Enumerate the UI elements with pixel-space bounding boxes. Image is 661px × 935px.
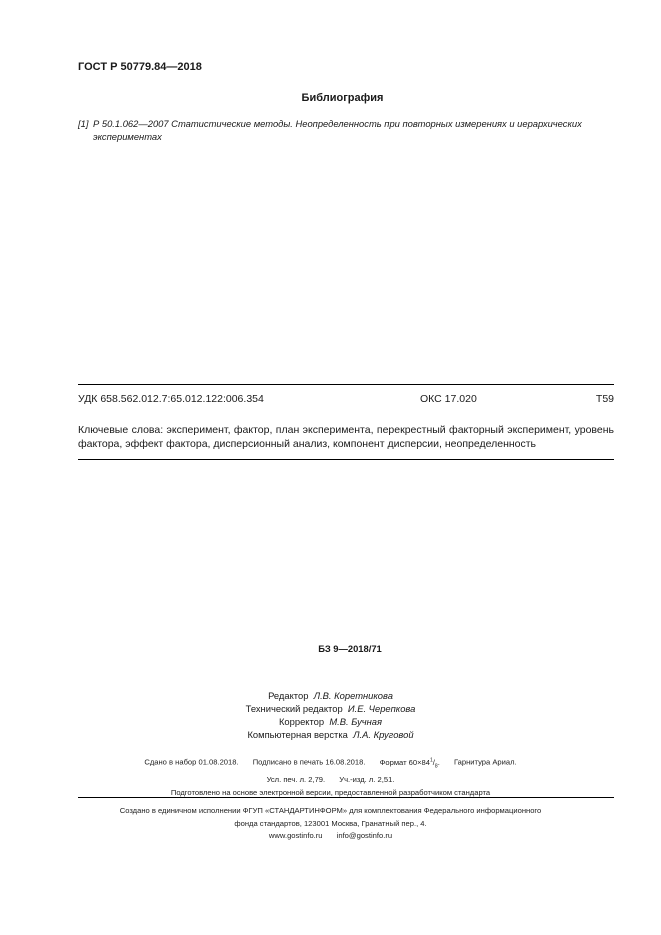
publisher-email-link[interactable]: info@gostinfo.ru bbox=[336, 831, 393, 840]
staff-list bbox=[0, 689, 661, 741]
staff-name: М.В. Бучная bbox=[329, 716, 383, 727]
staff-name: Л.А. Круговой bbox=[353, 729, 414, 740]
udk-code: УДК 658.562.012.7:65.012.122:006.354 bbox=[78, 393, 264, 405]
bibliography-entry-number: [1] bbox=[78, 118, 89, 129]
staff-line-layout bbox=[0, 728, 661, 741]
classification-row bbox=[78, 393, 614, 409]
staff-role: Компьютерная верстка bbox=[247, 729, 348, 740]
publishing-sheets: Уч.-изд. л. 2,51. bbox=[339, 775, 395, 785]
print-sheets: Усл. печ. л. 2,79. bbox=[266, 775, 326, 785]
staff-role: Технический редактор bbox=[245, 703, 343, 714]
divider-keywords bbox=[78, 459, 614, 460]
staff-line-tech-editor bbox=[0, 702, 661, 715]
publisher-contacts bbox=[0, 830, 661, 843]
staff-role: Редактор bbox=[268, 690, 309, 701]
divider-top bbox=[78, 384, 614, 385]
staff-line-editor bbox=[0, 689, 661, 702]
keywords: Ключевые слова: эксперимент, фактор, план эксперимента, перекрестный факторный эксперимент, уровень фактора, эффект фактора, дисперсионный анализ, компонент дисперсии, неопределенность bbox=[78, 424, 614, 450]
staff-line-corrector bbox=[0, 715, 661, 728]
publisher-line-1: Создано в единичном исполнении ФГУП «СТАНДАРТИНФОРМ» для комплектования Федерального информационного bbox=[119, 806, 542, 815]
typeface: Гарнитура Ариал. bbox=[453, 757, 517, 767]
bibliography-entry-text: Р 50.1.062—2007 Статистические методы. Неопределенность при повторных измерениях и иерархических экспериментах bbox=[93, 118, 582, 142]
publisher-website-link[interactable]: www.gostinfo.ru bbox=[268, 831, 323, 840]
imprint bbox=[0, 754, 661, 799]
oks-code: ОКС 17.020 bbox=[420, 393, 477, 405]
publisher-line-2: фонда стандартов, 123001 Москва, Гранатный пер., 4. bbox=[234, 818, 427, 828]
divider-publisher bbox=[78, 797, 614, 798]
imprint-prepared: Подготовлено на основе электронной версии, предоставленной разработчиком стандарта bbox=[170, 788, 491, 798]
publisher-info bbox=[0, 805, 661, 843]
staff-name: И.Е. Черепкова bbox=[347, 703, 416, 714]
staff-name: Л.В. Коретникова bbox=[313, 690, 393, 701]
print-format: Формат $60\times 84^1/_8$. bbox=[379, 757, 440, 770]
imprint-line-2 bbox=[0, 773, 661, 786]
imprint-line-1 bbox=[0, 754, 661, 773]
t-code: Т59 bbox=[595, 393, 614, 405]
standard-code: ГОСТ Р 50779.84—2018 bbox=[78, 61, 202, 73]
staff-role: Корректор bbox=[278, 716, 325, 727]
bz-number: БЗ 9—2018/71 bbox=[318, 643, 382, 654]
sent-to-set: Сдано в набор 01.08.2018. bbox=[144, 757, 239, 767]
bibliography-title: Библиография bbox=[301, 92, 384, 104]
signed-to-print: Подписано в печать 16.08.2018. bbox=[252, 757, 366, 767]
